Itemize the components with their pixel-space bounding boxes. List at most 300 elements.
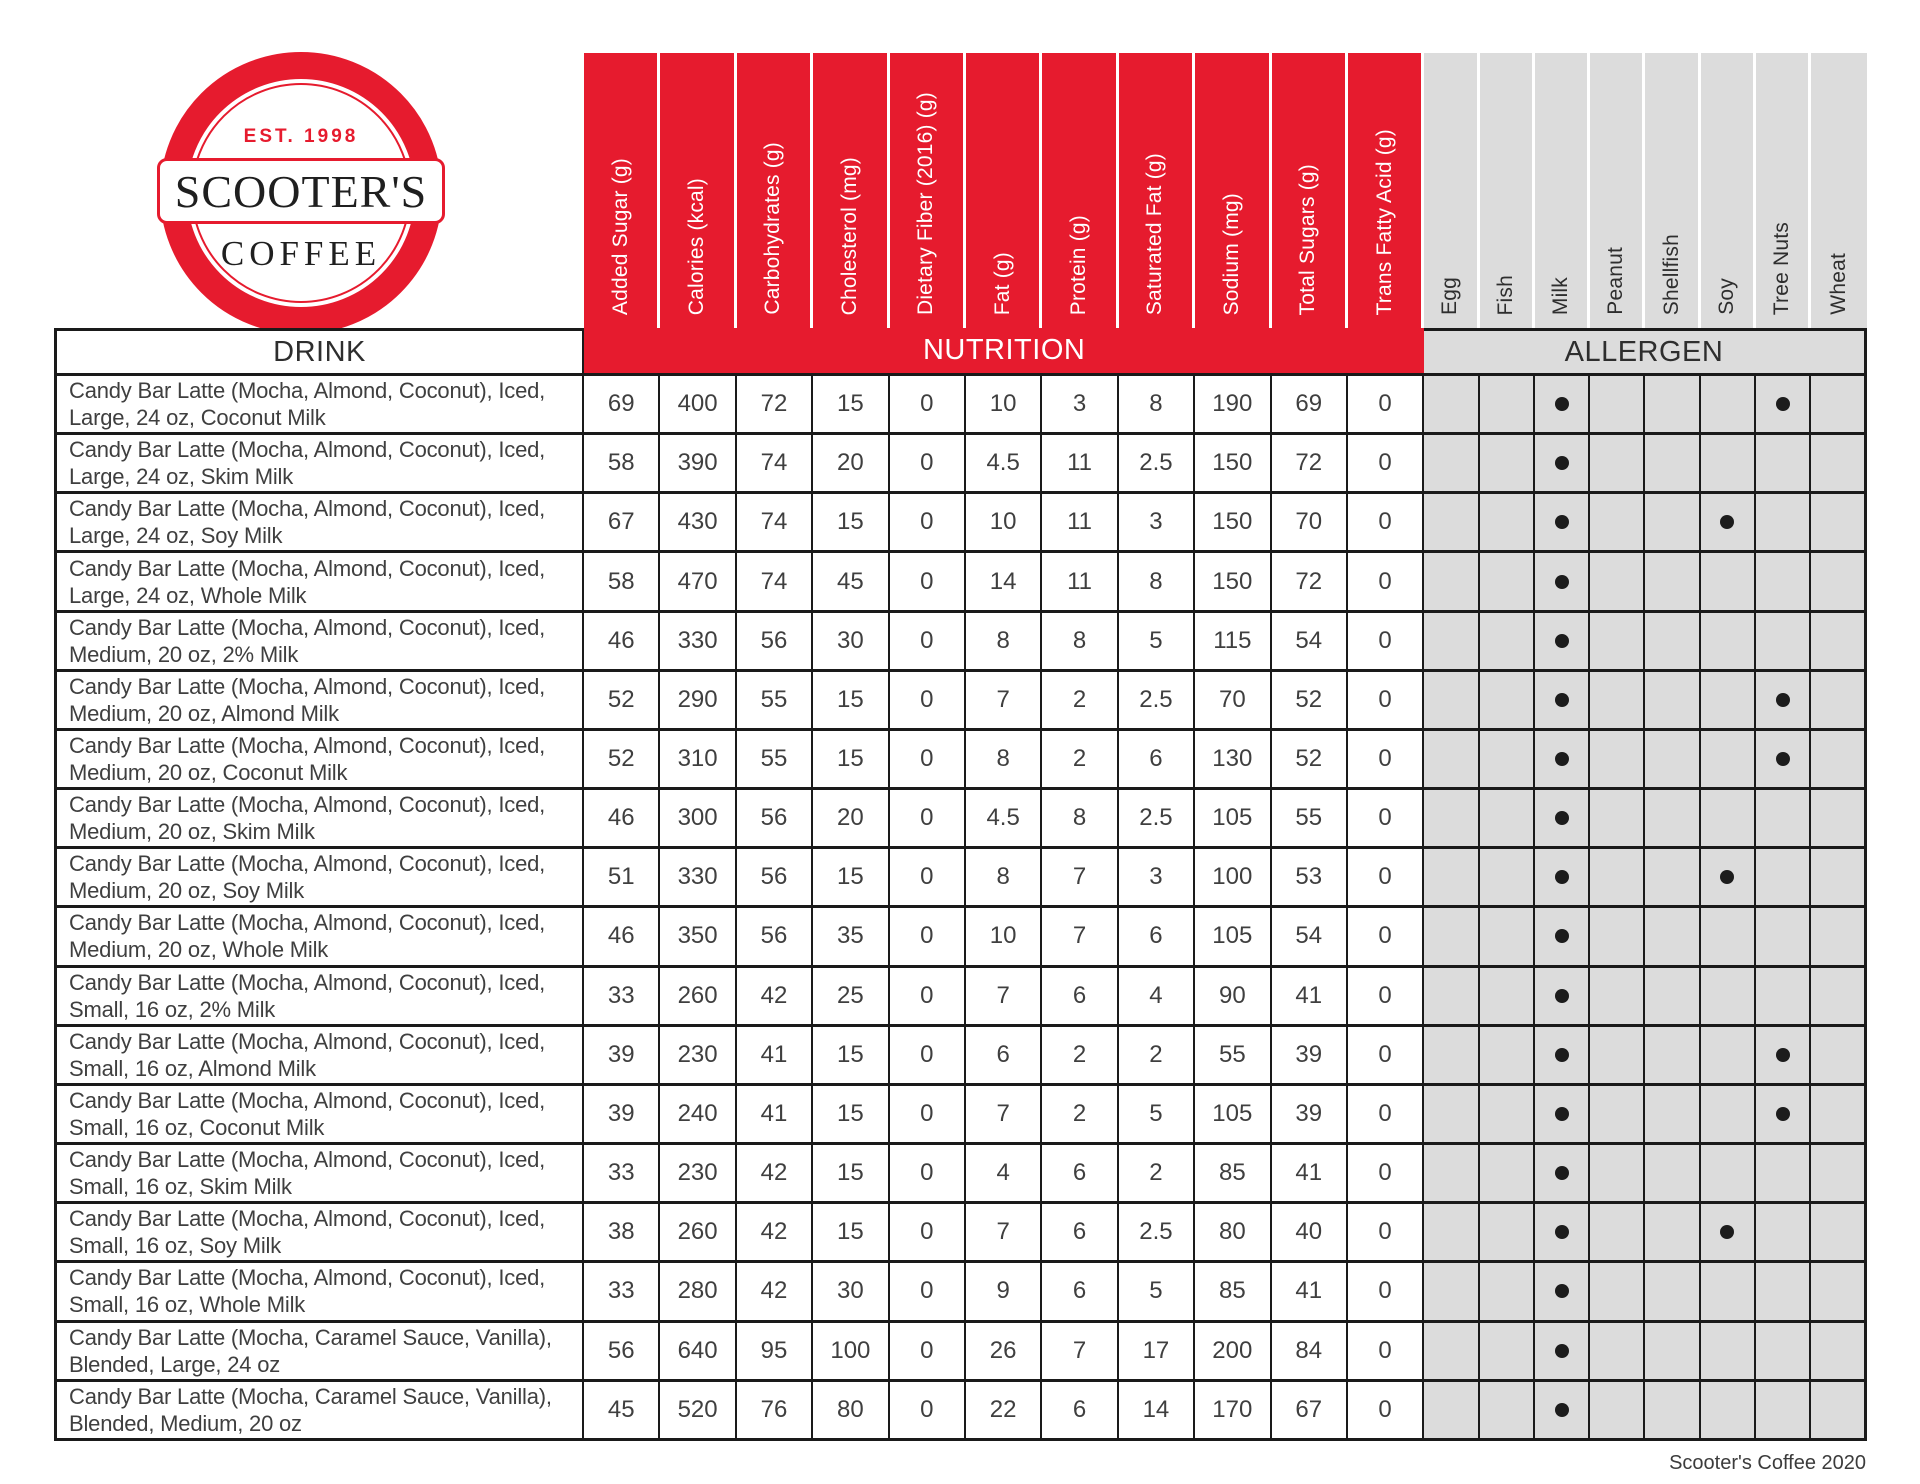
- nutrition-value-cell: 8: [1119, 376, 1195, 435]
- allergen-cell: [1756, 1086, 1811, 1145]
- nutrition-value-cell: 11: [1042, 435, 1118, 494]
- nutrition-value-cell: 42: [737, 1263, 813, 1322]
- nutrition-value-cell: 0: [1348, 908, 1424, 967]
- nutrition-value-cell: 52: [584, 731, 660, 790]
- nutrition-value-cell: 52: [1272, 731, 1348, 790]
- nutrition-value-cell: 6: [1042, 1382, 1118, 1441]
- nutrition-value-cell: 5: [1119, 613, 1195, 672]
- allergen-cell: [1590, 1382, 1645, 1441]
- nutrition-value-cell: 55: [1272, 790, 1348, 849]
- logo-brand-name: SCOOTER'S: [174, 165, 428, 217]
- nutrition-value-cell: 330: [660, 613, 736, 672]
- nutrition-value-cell: 0: [1348, 849, 1424, 908]
- allergen-cell: [1701, 1086, 1756, 1145]
- drink-name-cell: Candy Bar Latte (Mocha, Almond, Coconut), Iced, Small, 16 oz, Soy Milk: [54, 1204, 584, 1263]
- allergen-cell: [1480, 1027, 1535, 1086]
- nutrition-column-header: [890, 53, 966, 328]
- allergen-column-header: [1645, 53, 1700, 328]
- allergen-cell: [1756, 968, 1811, 1027]
- nutrition-value-cell: 41: [737, 1027, 813, 1086]
- allergen-cell: [1424, 494, 1479, 553]
- nutrition-value-cell: 40: [1272, 1204, 1348, 1263]
- nutrition-value-cell: 30: [813, 1263, 889, 1322]
- nutrition-allergen-table: [54, 328, 1867, 1441]
- nutrition-value-cell: 2: [1042, 731, 1118, 790]
- nutrition-value-cell: 0: [1348, 1263, 1424, 1322]
- allergen-cell: [1756, 908, 1811, 967]
- nutrition-value-cell: 55: [737, 672, 813, 731]
- nutrition-column-header: [1272, 53, 1348, 328]
- drink-name-cell: Candy Bar Latte (Mocha, Almond, Coconut), Iced, Medium, 20 oz, 2% Milk: [54, 613, 584, 672]
- nutrition-value-cell: 0: [1348, 435, 1424, 494]
- allergen-column-header: [1590, 53, 1645, 328]
- allergen-dot: [1776, 397, 1790, 411]
- allergen-cell: [1590, 1204, 1645, 1263]
- nutrition-value-cell: 200: [1195, 1323, 1271, 1382]
- nutrition-value-cell: 39: [584, 1086, 660, 1145]
- allergen-cell: [1756, 553, 1811, 612]
- allergen-cell: [1645, 1204, 1700, 1263]
- allergen-dot: [1776, 1048, 1790, 1062]
- allergen-cell: [1590, 672, 1645, 731]
- allergen-dot: [1555, 575, 1569, 589]
- nutrition-column-label: Calories (kcal): [685, 177, 709, 315]
- allergen-cell: [1645, 613, 1700, 672]
- nutrition-value-cell: 45: [584, 1382, 660, 1441]
- allergen-cell: [1535, 613, 1590, 672]
- allergen-cell: [1756, 494, 1811, 553]
- allergen-cell: [1535, 731, 1590, 790]
- nutrition-value-cell: 8: [1119, 553, 1195, 612]
- nutrition-value-cell: 11: [1042, 553, 1118, 612]
- nutrition-value-cell: 0: [1348, 731, 1424, 790]
- nutrition-column-label: Protein (g): [1067, 214, 1091, 315]
- nutrition-value-cell: 0: [890, 553, 966, 612]
- drink-header-spacer: [54, 53, 584, 328]
- allergen-column-header: [1535, 53, 1590, 328]
- nutrition-value-cell: 56: [584, 1323, 660, 1382]
- nutrition-value-cell: 6: [1042, 1204, 1118, 1263]
- allergen-cell: [1424, 790, 1479, 849]
- allergen-cell: [1424, 1204, 1479, 1263]
- allergen-cell: [1535, 968, 1590, 1027]
- allergen-cell: [1590, 553, 1645, 612]
- nutrition-value-cell: 52: [1272, 672, 1348, 731]
- nutrition-value-cell: 2.5: [1119, 1204, 1195, 1263]
- allergen-cell: [1590, 790, 1645, 849]
- nutrition-value-cell: 7: [1042, 1323, 1118, 1382]
- allergen-cell: [1590, 435, 1645, 494]
- allergen-dot: [1555, 929, 1569, 943]
- allergen-cell: [1811, 1263, 1866, 1322]
- allergen-cell: [1701, 968, 1756, 1027]
- nutrition-value-cell: 56: [737, 849, 813, 908]
- nutrition-value-cell: 42: [737, 1204, 813, 1263]
- nutrition-table-wrap: [54, 53, 1867, 1441]
- allergen-cell: [1480, 1382, 1535, 1441]
- nutrition-value-cell: 100: [813, 1323, 889, 1382]
- column-headers-row: [54, 53, 1867, 328]
- allergen-column-label: Wheat: [1827, 253, 1851, 315]
- nutrition-value-cell: 41: [1272, 1263, 1348, 1322]
- nutrition-value-cell: 170: [1195, 1382, 1271, 1441]
- allergen-column-label: Milk: [1549, 276, 1573, 315]
- nutrition-value-cell: 69: [1272, 376, 1348, 435]
- allergen-cell: [1811, 849, 1866, 908]
- nutrition-value-cell: 8: [1042, 790, 1118, 849]
- allergen-cell: [1590, 731, 1645, 790]
- nutrition-value-cell: 72: [737, 376, 813, 435]
- allergen-cell: [1424, 553, 1479, 612]
- nutrition-value-cell: 0: [890, 435, 966, 494]
- allergen-dot: [1720, 515, 1734, 529]
- allergen-column-label: Fish: [1493, 274, 1517, 315]
- allergen-cell: [1756, 1263, 1811, 1322]
- logo-coffee-text: COFFEE: [220, 234, 382, 273]
- allergen-column-label: Egg: [1438, 277, 1462, 315]
- nutrition-column-header: [1348, 53, 1424, 328]
- nutrition-value-cell: 7: [966, 1204, 1042, 1263]
- nutrition-column-header: [1042, 53, 1118, 328]
- allergen-column-header: [1424, 53, 1479, 328]
- allergen-cell: [1480, 1086, 1535, 1145]
- drink-name-cell: Candy Bar Latte (Mocha, Almond, Coconut), Iced, Medium, 20 oz, Almond Milk: [54, 672, 584, 731]
- nutrition-value-cell: 54: [1272, 908, 1348, 967]
- allergen-cell: [1424, 613, 1479, 672]
- nutrition-value-cell: 74: [737, 435, 813, 494]
- nutrition-value-cell: 85: [1195, 1145, 1271, 1204]
- nutrition-value-cell: 0: [1348, 968, 1424, 1027]
- nutrition-value-cell: 0: [1348, 1086, 1424, 1145]
- allergen-cell: [1535, 1204, 1590, 1263]
- nutrition-value-cell: 0: [1348, 376, 1424, 435]
- allergen-cell: [1480, 672, 1535, 731]
- nutrition-value-cell: 400: [660, 376, 736, 435]
- nutrition-value-cell: 0: [890, 1086, 966, 1145]
- nutrition-value-cell: 55: [737, 731, 813, 790]
- drink-name-cell: Candy Bar Latte (Mocha, Almond, Coconut), Iced, Medium, 20 oz, Coconut Milk: [54, 731, 584, 790]
- allergen-column-label: Shellfish: [1659, 233, 1683, 315]
- allergen-cell: [1590, 1027, 1645, 1086]
- allergen-cell: [1701, 376, 1756, 435]
- nutrition-value-cell: 150: [1195, 494, 1271, 553]
- nutrition-value-cell: 0: [890, 968, 966, 1027]
- allergen-column-header: [1701, 53, 1756, 328]
- allergen-column-label: Peanut: [1604, 247, 1628, 315]
- allergen-cell: [1811, 790, 1866, 849]
- nutrition-value-cell: 330: [660, 849, 736, 908]
- nutrition-value-cell: 46: [584, 790, 660, 849]
- nutrition-value-cell: 2: [1042, 1027, 1118, 1086]
- nutrition-value-cell: 33: [584, 968, 660, 1027]
- nutrition-value-cell: 11: [1042, 494, 1118, 553]
- nutrition-value-cell: 6: [1042, 968, 1118, 1027]
- nutrition-value-cell: 0: [890, 494, 966, 553]
- nutrition-value-cell: 3: [1119, 849, 1195, 908]
- allergen-cell: [1424, 731, 1479, 790]
- allergen-cell: [1535, 435, 1590, 494]
- nutrition-value-cell: 260: [660, 968, 736, 1027]
- allergen-cell: [1811, 494, 1866, 553]
- nutrition-value-cell: 15: [813, 849, 889, 908]
- nutrition-value-cell: 3: [1042, 376, 1118, 435]
- nutrition-value-cell: 14: [1119, 1382, 1195, 1441]
- nutrition-value-cell: 74: [737, 553, 813, 612]
- allergen-column-header: [1756, 53, 1811, 328]
- drink-name-cell: Candy Bar Latte (Mocha, Almond, Coconut), Iced, Large, 24 oz, Whole Milk: [54, 553, 584, 612]
- nutrition-value-cell: 10: [966, 908, 1042, 967]
- nutrition-value-cell: 150: [1195, 553, 1271, 612]
- allergen-cell: [1424, 672, 1479, 731]
- nutrition-value-cell: 39: [1272, 1086, 1348, 1145]
- drink-name-cell: Candy Bar Latte (Mocha, Almond, Coconut), Iced, Large, 24 oz, Skim Milk: [54, 435, 584, 494]
- nutrition-value-cell: 6: [1042, 1145, 1118, 1204]
- allergen-cell: [1701, 1323, 1756, 1382]
- allergen-dot: [1555, 456, 1569, 470]
- nutrition-value-cell: 7: [1042, 849, 1118, 908]
- allergen-cell: [1535, 376, 1590, 435]
- nutrition-value-cell: 0: [1348, 790, 1424, 849]
- nutrition-value-cell: 15: [813, 376, 889, 435]
- allergen-cell: [1701, 1027, 1756, 1086]
- allergen-dot: [1555, 1284, 1569, 1298]
- allergen-cell: [1811, 553, 1866, 612]
- allergen-cell: [1756, 613, 1811, 672]
- drink-name-cell: Candy Bar Latte (Mocha, Almond, Coconut), Iced, Large, 24 oz, Soy Milk: [54, 494, 584, 553]
- allergen-cell: [1480, 553, 1535, 612]
- allergen-cell: [1756, 1204, 1811, 1263]
- nutrition-value-cell: 52: [584, 672, 660, 731]
- allergen-dot: [1555, 989, 1569, 1003]
- allergen-cell: [1480, 968, 1535, 1027]
- allergen-cell: [1645, 731, 1700, 790]
- nutrition-value-cell: 55: [1195, 1027, 1271, 1086]
- allergen-cell: [1480, 376, 1535, 435]
- nutrition-column-label: Added Sugar (g): [608, 157, 632, 315]
- nutrition-value-cell: 20: [813, 435, 889, 494]
- nutrition-value-cell: 72: [1272, 435, 1348, 494]
- nutrition-value-cell: 0: [890, 1145, 966, 1204]
- allergen-cell: [1756, 1323, 1811, 1382]
- allergen-cell: [1480, 1323, 1535, 1382]
- allergen-cell: [1701, 849, 1756, 908]
- nutrition-value-cell: 7: [966, 968, 1042, 1027]
- nutrition-value-cell: 0: [890, 849, 966, 908]
- nutrition-value-cell: 2: [1119, 1145, 1195, 1204]
- nutrition-value-cell: 46: [584, 908, 660, 967]
- allergen-cell: [1424, 1027, 1479, 1086]
- allergen-cell: [1535, 1263, 1590, 1322]
- allergen-dot: [1555, 752, 1569, 766]
- nutrition-value-cell: 41: [1272, 1145, 1348, 1204]
- nutrition-value-cell: 90: [1195, 968, 1271, 1027]
- nutrition-column-header: [737, 53, 813, 328]
- nutrition-value-cell: 80: [813, 1382, 889, 1441]
- allergen-cell: [1424, 968, 1479, 1027]
- nutrition-value-cell: 0: [890, 908, 966, 967]
- nutrition-value-cell: 4: [966, 1145, 1042, 1204]
- allergen-column-header: [1480, 53, 1535, 328]
- nutrition-value-cell: 39: [1272, 1027, 1348, 1086]
- nutrition-column-label: Sodium (mg): [1219, 192, 1243, 315]
- allergen-cell: [1480, 908, 1535, 967]
- allergen-cell: [1645, 1086, 1700, 1145]
- nutrition-value-cell: 53: [1272, 849, 1348, 908]
- nutrition-value-cell: 15: [813, 1086, 889, 1145]
- nutrition-value-cell: 280: [660, 1263, 736, 1322]
- nutrition-value-cell: 15: [813, 494, 889, 553]
- allergen-cell: [1645, 435, 1700, 494]
- nutrition-value-cell: 0: [1348, 1204, 1424, 1263]
- nutrition-value-cell: 15: [813, 1027, 889, 1086]
- allergen-cell: [1701, 494, 1756, 553]
- nutrition-value-cell: 0: [890, 731, 966, 790]
- drink-name-cell: Candy Bar Latte (Mocha, Almond, Coconut), Iced, Medium, 20 oz, Whole Milk: [54, 908, 584, 967]
- allergen-cell: [1424, 908, 1479, 967]
- allergen-dot: [1720, 1225, 1734, 1239]
- nutrition-value-cell: 42: [737, 968, 813, 1027]
- allergen-cell: [1645, 968, 1700, 1027]
- nutrition-value-cell: 15: [813, 731, 889, 790]
- drink-name-cell: Candy Bar Latte (Mocha, Almond, Coconut), Iced, Small, 16 oz, Almond Milk: [54, 1027, 584, 1086]
- nutrition-value-cell: 7: [1042, 908, 1118, 967]
- allergen-cell: [1756, 1382, 1811, 1441]
- allergen-cell: [1535, 1086, 1590, 1145]
- allergen-dot: [1555, 1166, 1569, 1180]
- allergen-cell: [1480, 613, 1535, 672]
- nutrition-value-cell: 10: [966, 494, 1042, 553]
- drink-name-cell: Candy Bar Latte (Mocha, Almond, Coconut), Iced, Medium, 20 oz, Skim Milk: [54, 790, 584, 849]
- allergen-cell: [1590, 376, 1645, 435]
- nutrition-value-cell: 51: [584, 849, 660, 908]
- allergen-cell: [1811, 613, 1866, 672]
- allergen-cell: [1590, 494, 1645, 553]
- allergen-cell: [1645, 790, 1700, 849]
- drink-name-cell: Candy Bar Latte (Mocha, Caramel Sauce, Vanilla), Blended, Medium, 20 oz: [54, 1382, 584, 1441]
- nutrition-value-cell: 8: [966, 849, 1042, 908]
- allergen-cell: [1811, 1086, 1866, 1145]
- nutrition-value-cell: 76: [737, 1382, 813, 1441]
- nutrition-value-cell: 26: [966, 1323, 1042, 1382]
- nutrition-value-cell: 6: [1119, 731, 1195, 790]
- nutrition-value-cell: 4.5: [966, 790, 1042, 849]
- nutrition-value-cell: 3: [1119, 494, 1195, 553]
- nutrition-value-cell: 0: [890, 672, 966, 731]
- allergen-column-label: Soy: [1714, 278, 1738, 315]
- allergen-cell: [1535, 1145, 1590, 1204]
- nutrition-column-header: [584, 53, 660, 328]
- allergen-cell: [1645, 908, 1700, 967]
- allergen-cell: [1701, 435, 1756, 494]
- allergen-cell: [1645, 1027, 1700, 1086]
- nutrition-value-cell: 105: [1195, 790, 1271, 849]
- allergen-dot: [1555, 1048, 1569, 1062]
- allergen-cell: [1424, 1263, 1479, 1322]
- drink-name-cell: Candy Bar Latte (Mocha, Almond, Coconut), Iced, Small, 16 oz, Skim Milk: [54, 1145, 584, 1204]
- allergen-cell: [1811, 435, 1866, 494]
- nutrition-value-cell: 8: [966, 613, 1042, 672]
- nutrition-column-label: Fat (g): [990, 251, 1014, 315]
- allergen-section-header: ALLERGEN: [1424, 328, 1866, 376]
- nutrition-value-cell: 39: [584, 1027, 660, 1086]
- nutrition-value-cell: 33: [584, 1145, 660, 1204]
- nutrition-value-cell: 70: [1272, 494, 1348, 553]
- nutrition-value-cell: 105: [1195, 1086, 1271, 1145]
- allergen-cell: [1480, 849, 1535, 908]
- nutrition-value-cell: 5: [1119, 1263, 1195, 1322]
- nutrition-column-label: Cholesterol (mg): [837, 156, 861, 315]
- nutrition-value-cell: 7: [966, 1086, 1042, 1145]
- allergen-cell: [1535, 849, 1590, 908]
- drink-name-cell: Candy Bar Latte (Mocha, Caramel Sauce, Vanilla), Blended, Large, 24 oz: [54, 1323, 584, 1382]
- allergen-cell: [1590, 1323, 1645, 1382]
- allergen-cell: [1811, 908, 1866, 967]
- nutrition-value-cell: 15: [813, 1145, 889, 1204]
- logo-established-text: EST. 1998: [243, 126, 359, 147]
- nutrition-value-cell: 56: [737, 908, 813, 967]
- allergen-dot: [1555, 1107, 1569, 1121]
- nutrition-value-cell: 0: [890, 1263, 966, 1322]
- nutrition-value-cell: 0: [890, 790, 966, 849]
- nutrition-value-cell: 350: [660, 908, 736, 967]
- allergen-cell: [1424, 376, 1479, 435]
- nutrition-value-cell: 2.5: [1119, 435, 1195, 494]
- nutrition-value-cell: 0: [1348, 613, 1424, 672]
- nutrition-column-header: [1195, 53, 1271, 328]
- nutrition-section-header: NUTRITION: [584, 328, 1424, 376]
- nutrition-value-cell: 8: [1042, 613, 1118, 672]
- allergen-cell: [1756, 1145, 1811, 1204]
- allergen-cell: [1590, 908, 1645, 967]
- allergen-cell: [1701, 790, 1756, 849]
- allergen-cell: [1424, 435, 1479, 494]
- nutrition-value-cell: 69: [584, 376, 660, 435]
- nutrition-value-cell: 150: [1195, 435, 1271, 494]
- allergen-cell: [1701, 1263, 1756, 1322]
- drink-name-cell: Candy Bar Latte (Mocha, Almond, Coconut), Iced, Small, 16 oz, 2% Milk: [54, 968, 584, 1027]
- nutrition-value-cell: 0: [1348, 1323, 1424, 1382]
- nutrition-value-cell: 0: [1348, 1027, 1424, 1086]
- allergen-dot: [1555, 515, 1569, 529]
- nutrition-value-cell: 240: [660, 1086, 736, 1145]
- allergen-dot: [1555, 811, 1569, 825]
- allergen-dot: [1555, 397, 1569, 411]
- nutrition-value-cell: 70: [1195, 672, 1271, 731]
- allergen-cell: [1424, 1086, 1479, 1145]
- allergen-dot: [1555, 1225, 1569, 1239]
- nutrition-value-cell: 30: [813, 613, 889, 672]
- allergen-cell: [1645, 849, 1700, 908]
- nutrition-value-cell: 0: [890, 613, 966, 672]
- allergen-cell: [1811, 1382, 1866, 1441]
- allergen-cell: [1811, 1323, 1866, 1382]
- allergen-cell: [1535, 1382, 1590, 1441]
- nutrition-value-cell: 430: [660, 494, 736, 553]
- allergen-dot: [1776, 752, 1790, 766]
- allergen-dot: [1555, 693, 1569, 707]
- allergen-cell: [1645, 1263, 1700, 1322]
- allergen-cell: [1811, 1027, 1866, 1086]
- allergen-cell: [1701, 553, 1756, 612]
- nutrition-column-header: [1119, 53, 1195, 328]
- nutrition-value-cell: 42: [737, 1145, 813, 1204]
- nutrition-value-cell: 2: [1042, 1086, 1118, 1145]
- nutrition-value-cell: 80: [1195, 1204, 1271, 1263]
- nutrition-value-cell: 640: [660, 1323, 736, 1382]
- nutrition-value-cell: 0: [890, 1323, 966, 1382]
- nutrition-value-cell: 67: [584, 494, 660, 553]
- allergen-cell: [1424, 849, 1479, 908]
